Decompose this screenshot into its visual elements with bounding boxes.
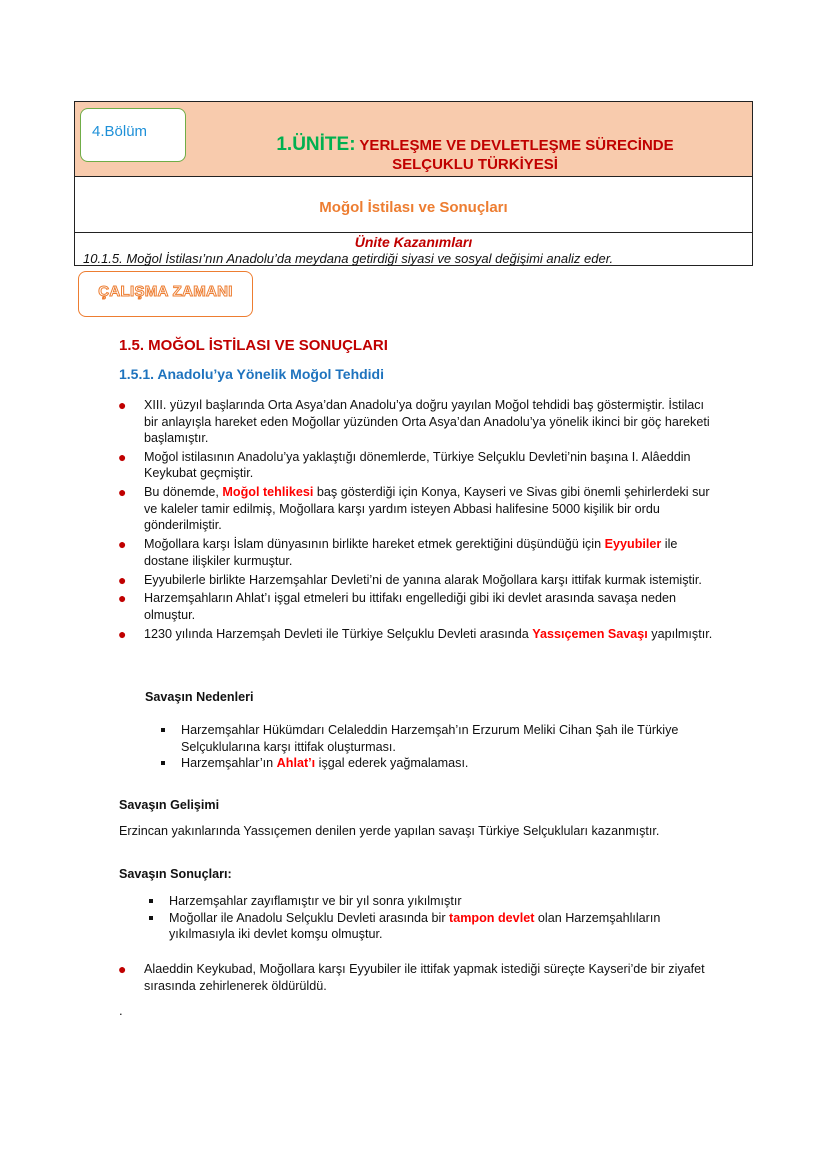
square-bullet-icon [149, 916, 153, 920]
outcomes-title: Ünite Kazanımları [354, 234, 473, 250]
square-bullet-icon [161, 761, 165, 765]
header-title-row [75, 102, 752, 177]
results-list [143, 893, 713, 943]
highlight-text: Eyyubiler [604, 537, 662, 552]
bullet-icon: ● [118, 484, 127, 501]
list-item: Harzemşahlar’ın Ahlat’ı işgal ederek yağmalaması. [155, 755, 715, 772]
sub-heading: 1.5.1. Anadolu’ya Yönelik Moğol Tehdidi [119, 366, 385, 382]
list-item: Harzemşahlar zayıflamıştır ve bir yıl sonra yıkılmıştır [143, 893, 713, 910]
bullet-icon: ● [118, 536, 127, 553]
bullet-icon: ● [118, 448, 127, 465]
header-table [74, 101, 753, 266]
list-item: ● Alaeddin Keykubad, Moğollara karşı Eyyubiler ile ittifak yapmak istediği süreçte Kayseri’de bir ziyafet sırasında zehirlenerek öldürüldü. [118, 961, 705, 993]
topic-title: Moğol İstilası ve Sonuçları [319, 199, 508, 216]
square-bullet-icon [161, 728, 165, 732]
unit-title-line2: SELÇUKLU TÜRKİYESİ [392, 156, 558, 173]
section-label: 4.Bölüm [92, 123, 148, 140]
list-item: Moğollar ile Anadolu Selçuklu Devleti arasında bir tampon devlet olan Harzemşahlıların yıkılmasıyla iki devlet komşu olmuştur. [143, 910, 713, 943]
highlight-text: Yassıçemen Savaşı [532, 626, 648, 641]
bullet-icon: ● [118, 397, 127, 413]
causes-heading: Savaşın Nedenleri [145, 690, 254, 704]
list-item: ● Moğol istilasının Anadolu’ya yaklaştığı dönemlerde, Türkiye Selçuklu Devleti’nin başına I. Alâeddin Keykubat geçmiştir. [118, 448, 691, 481]
results-heading: Savaşın Sonuçları: [119, 867, 232, 881]
list-item: ● Eyyubilerle birlikte Harzemşahlar Devleti’ni de yanına alarak Moğollara karşı ittifak kurmak istemiştir. [118, 571, 702, 588]
unit-prefix: 1.ÜNİTE: [276, 134, 356, 155]
highlight-text: Moğol tehlikesi [222, 485, 314, 500]
bullet-icon: ● [118, 961, 127, 977]
main-heading: 1.5. MOĞOL İSTİLASI VE SONUÇLARI [119, 337, 388, 354]
unit-title-line1: YERLEŞME VE DEVLETLEŞME SÜRECİNDE [355, 137, 674, 154]
final-bullet-list [116, 961, 716, 994]
outcomes-row [75, 233, 752, 266]
bullet-icon: ● [118, 625, 127, 642]
list-item: ● Harzemşahların Ahlat’ı işgal etmeleri bu ittifakı engellediği gibi iki devlet arasında savaşa neden olmuştur. [118, 590, 677, 622]
causes-list [155, 722, 715, 772]
list-item: ● 1230 yılında Harzemşah Devleti ile Türkiye Selçuklu Devleti arasında Yassıçemen Savaşı yapılmıştır. [118, 625, 713, 642]
unit-title [215, 135, 735, 174]
work-time-label [78, 271, 253, 317]
development-text: Erzincan yakınlarında Yassıçemen denilen yerde yapılan savaşı Türkiye Selçukluları kazanmıştır. [119, 824, 660, 838]
list-item: ● Bu dönemde, Moğol tehlikesi baş gösterdiği için Konya, Kayseri ve Sivas gibi önemli şehirlerdeki sur ve kaleler tamir edilmiş, Moğollara karşı yardım isteyen Abbasi halifesine 5000 kişilik bir ordu gönderilmiştir. [118, 484, 710, 533]
work-time-text: ÇALIŞMA ZAMANI [98, 283, 233, 300]
highlight-text: tampon devlet [449, 910, 535, 925]
topic-row [75, 177, 752, 233]
bullet-icon: ● [118, 590, 127, 607]
list-item: ● Moğollara karşı İslam dünyasının birlikte hareket etmek gerektiğini düşündüğü için Eyyubiler ile dostane ilişkiler kurmuştur. [118, 536, 678, 568]
development-heading: Savaşın Gelişimi [119, 798, 220, 812]
bullet-list [116, 397, 716, 645]
list-item: ● XIII. yüzyıl başlarında Orta Asya’dan Anadolu’ya doğru yayılan Moğol tehdidi baş göstermiştir. İstilacı bir anlayışla hareket eden Moğollar yüzünden Orta Asya’dan Anadolu’ya yönelik ikinci bir göç hareketi başlamıştır. [118, 397, 710, 445]
section-label-box [80, 108, 186, 162]
highlight-text: Ahlat’ı [276, 756, 316, 770]
bullet-icon: ● [118, 571, 127, 588]
list-item: Harzemşahlar Hükümdarı Celaleddin Harzemşah’ın Erzurum Meliki Cihan Şah ile Türkiye Selçuklularına karşı ittifak oluşturması. [155, 722, 715, 755]
trailing-mark: . [119, 1003, 123, 1018]
outcome-text: 10.1.5. Moğol İstilası’nın Anadolu’da meydana getirdiği siyasi ve sosyal değişimi analiz eder. [83, 251, 614, 266]
square-bullet-icon [149, 899, 153, 903]
